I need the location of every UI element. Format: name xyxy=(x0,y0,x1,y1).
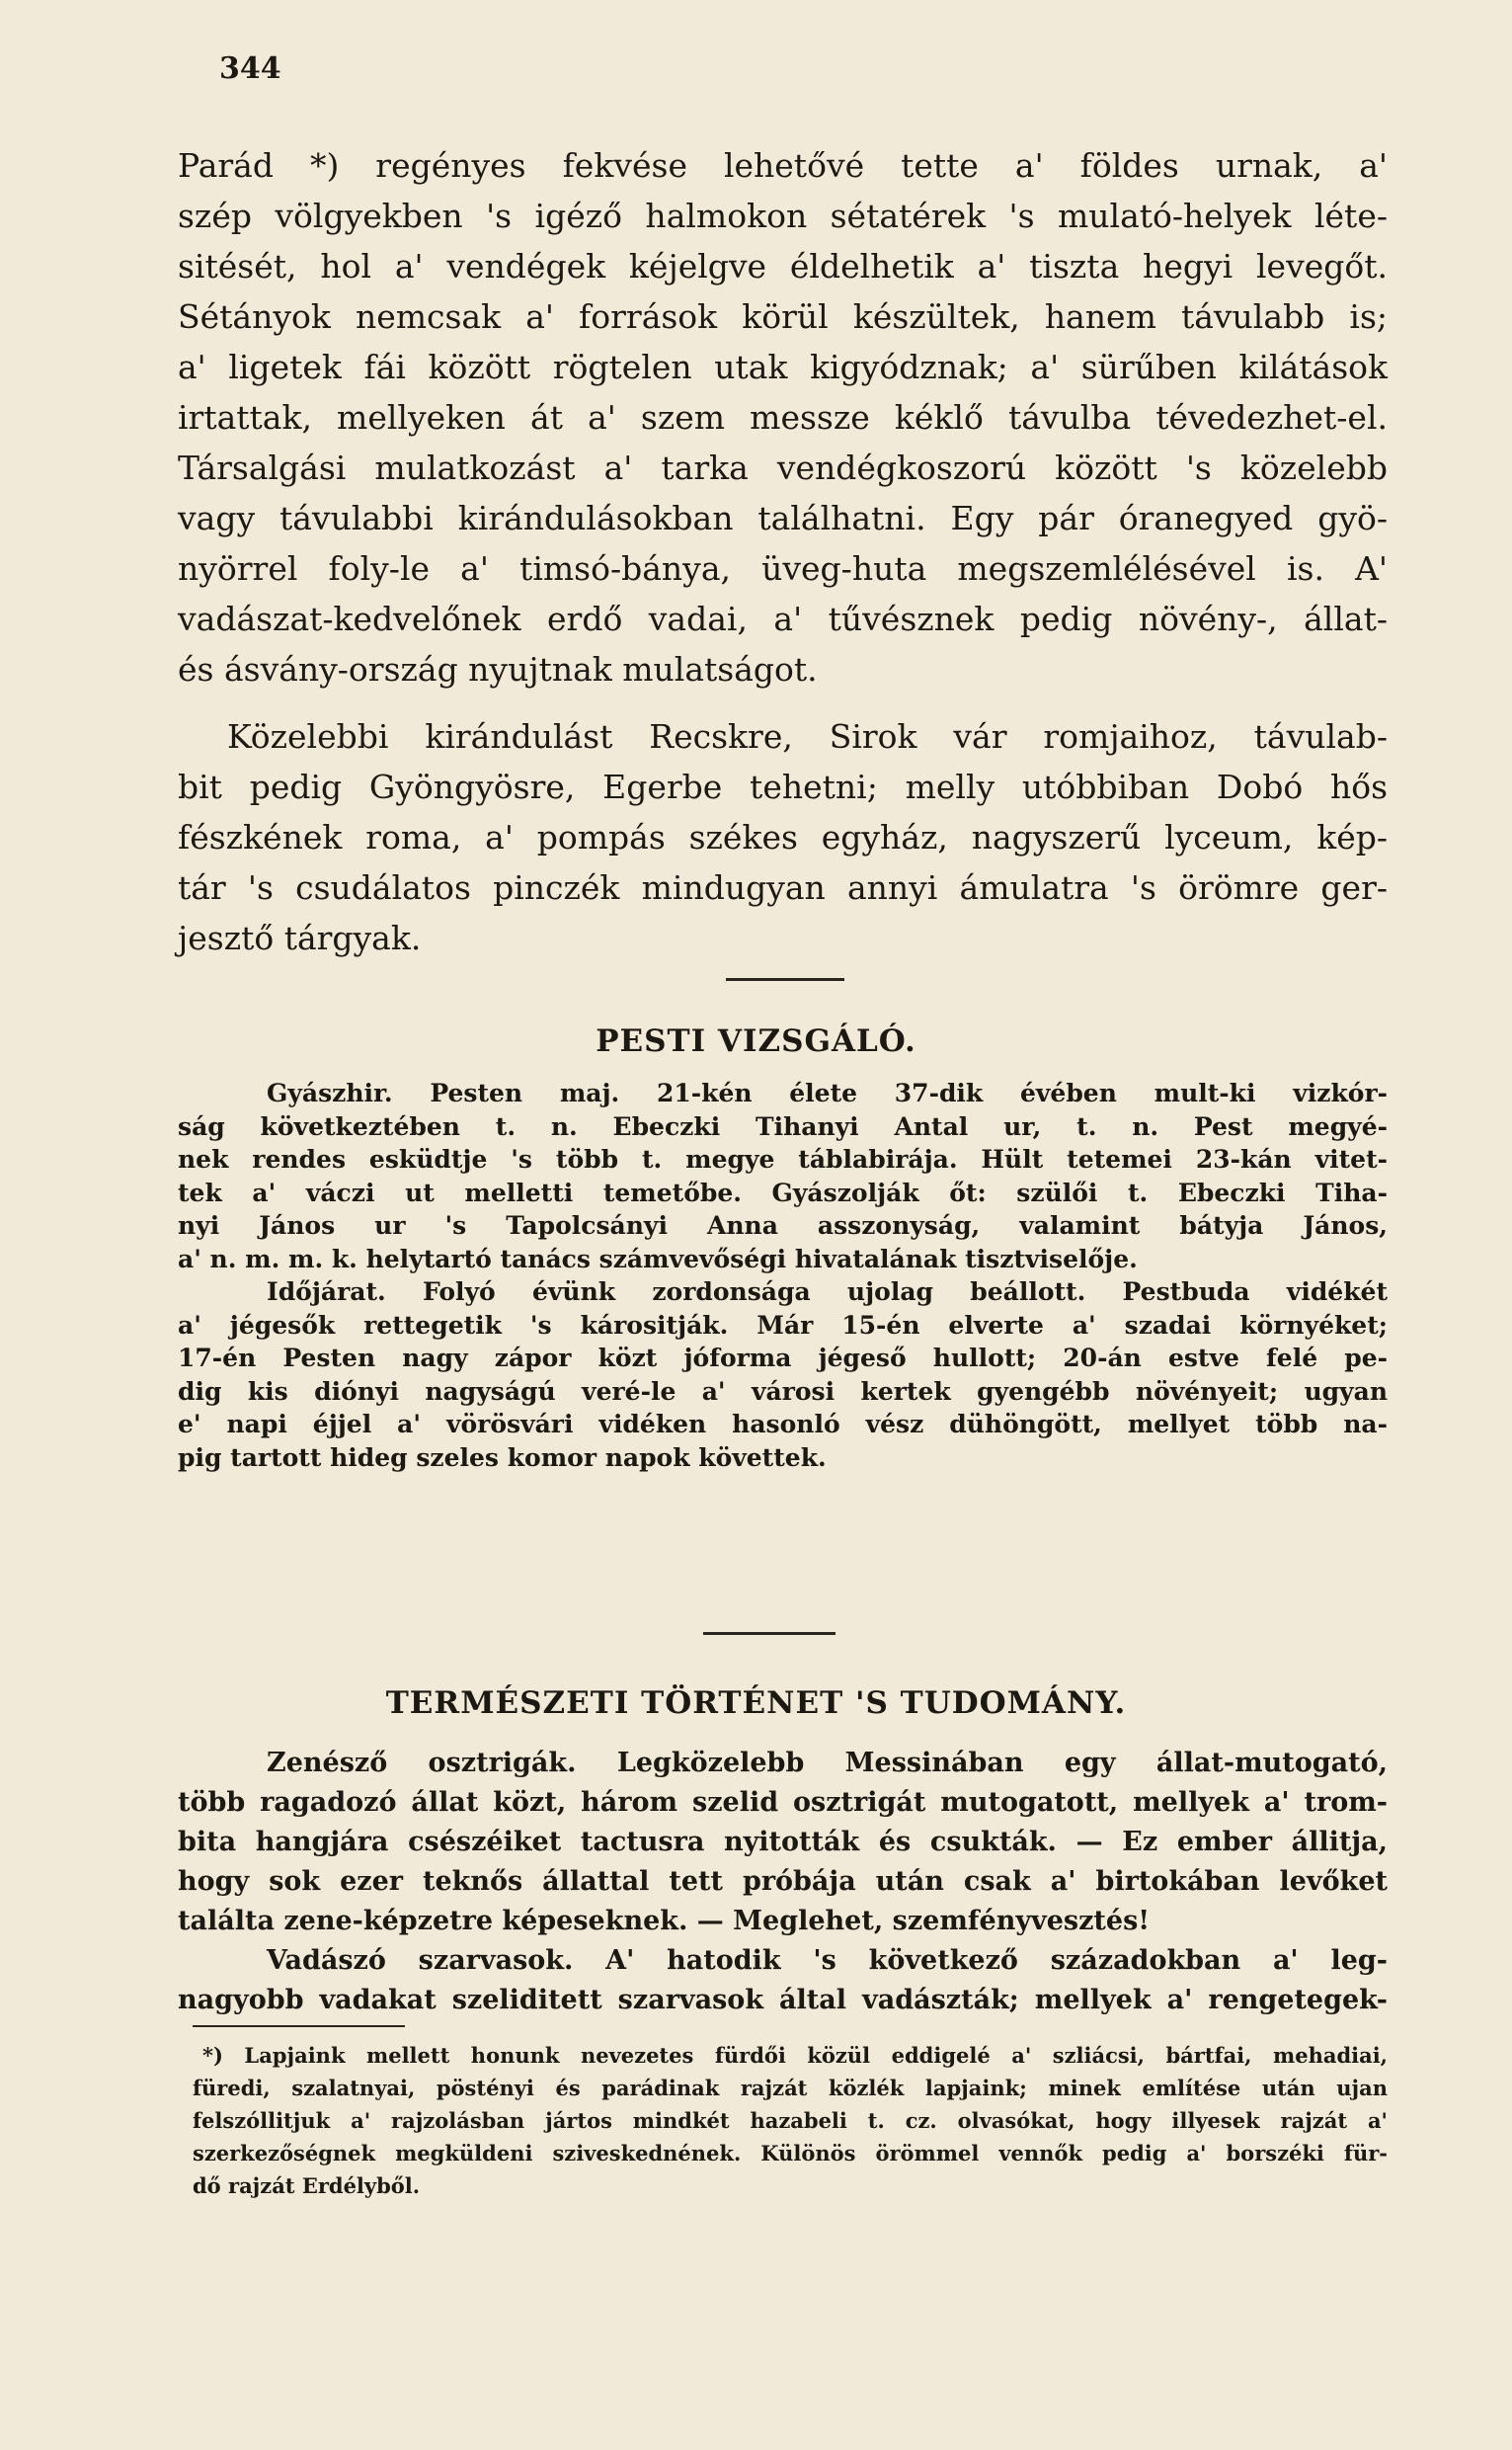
text-line: a' jégesők rettegetik 's kárositják. Már 15-én elverte a' szadai környéket; xyxy=(178,1310,1388,1340)
text-line: nek rendes esküdtje 's több t. megye táblabirája. Hült tetemei 23-kán vitet- xyxy=(178,1145,1388,1174)
text-line: Társalgási mulatkozást a' tarka vendégkoszorú között 's közelebb xyxy=(178,449,1388,487)
text-line: hogy sok ezer teknős állattal tett próbája után csak a' birtokában levőket xyxy=(178,1866,1388,1897)
text-line: dig kis diónyi nagyságú veré-le a' városi kertek gyengébb növényeit; ugyan xyxy=(178,1376,1388,1406)
text-line: több ragadozó állat közt, három szelid osztrigát mutogatott, mellyek a' trom- xyxy=(178,1787,1388,1818)
text-line: Közelebbi kirándulást Recskre, Sirok vár romjaihoz, távulab- xyxy=(227,717,1388,756)
text-line: tár 's csudálatos pinczék mindugyan annyi ámulatra 's örömre ger- xyxy=(178,868,1388,907)
text-line: irtattak, mellyeken át a' szem messze kéklő távulba tévedezhet-el. xyxy=(178,398,1388,437)
footnote xyxy=(193,2039,1388,2202)
text-line: és ásvány-ország nyujtnak mulatságot. xyxy=(178,650,818,689)
text-line: nyi János ur 's Tapolcsányi Anna asszonyság, valamint bátyja János, xyxy=(178,1211,1388,1240)
text-line: sitését, hol a' vendégek kéjelgve éldelhetik a' tiszta hegyi levegőt. xyxy=(178,247,1388,286)
text-line: bita hangjára csészéiket tactusra nyitották és csukták. — Ez ember állitja, xyxy=(178,1827,1388,1857)
footnote-line: dő rajzát Erdélyből. xyxy=(193,2173,421,2198)
footnote-line: szerkezőségnek megküldeni sziveskednének. Különös örömmel vennők pedig a' borszéki für- xyxy=(193,2141,1388,2165)
footnote-divider xyxy=(193,2025,405,2027)
page-number: 344 xyxy=(219,51,281,86)
text-line: pig tartott hideg szeles komor napok követtek. xyxy=(178,1442,827,1472)
text-line: a' ligetek fái között rögtelen utak kigyódznak; a' sürűben kilátások xyxy=(178,348,1388,386)
text-line: 17-én Pesten nagy zápor közt jóforma jégeső hullott; 20-án estve felé pe- xyxy=(178,1344,1388,1372)
text-line: szép völgyekben 's igéző halmokon sétatérek 's mulató-helyek léte- xyxy=(178,197,1388,235)
science-section xyxy=(178,1744,1388,2020)
text-line: Parád *) regényes fekvése lehetővé tette a' földes urnak, a' xyxy=(178,146,1388,185)
text-line: jesztő tárgyak. xyxy=(178,919,422,957)
text-line: bit pedig Gyöngyösre, Egerbe tehetni; melly utóbbiban Dobó hős xyxy=(178,768,1388,806)
section-divider xyxy=(726,978,844,981)
text-line: Időjárat. Folyó évünk zordonsága ujolag beállott. Pestbuda vidékét xyxy=(267,1277,1388,1306)
text-line: ság következtében t. n. Ebeczki Tihanyi Antal ur, t. n. Pest megyé- xyxy=(178,1111,1388,1141)
footnote-line: *) Lapjaink mellett honunk nevezetes fürdői közül eddigelé a' szliácsi, bártfai, mehadiai, xyxy=(202,2043,1388,2068)
text-line: Gyászhir. Pesten maj. 21-kén élete 37-dik évében mult-ki vizkór- xyxy=(267,1079,1388,1107)
paragraph-parad xyxy=(178,140,1388,694)
text-line: a' n. m. m. k. helytartó tanács számvevőségi hivatalának tisztviselője. xyxy=(178,1244,1138,1273)
text-line: Vadászó szarvasok. A' hatodik 's következő századokban a' leg- xyxy=(267,1945,1388,1976)
paragraph-excursions xyxy=(178,711,1388,963)
text-line: Sétányok nemcsak a' források körül készültek, hanem távulabb is; xyxy=(178,297,1388,336)
text-line: tek a' váczi ut melletti temetőbe. Gyászolják őt: szülői t. Ebeczki Tiha- xyxy=(178,1178,1388,1207)
text-line: találta zene-képzetre képeseknek. — Meglehet, szemfényvesztés! xyxy=(178,1906,1151,1936)
section-divider xyxy=(703,1632,836,1635)
text-line: vagy távulabbi kirándulásokban találhatni. Egy pár óranegyed gyö- xyxy=(178,499,1388,537)
text-line: vadászat-kedvelőnek erdő vadai, a' tűvésznek pedig növény-, állat- xyxy=(178,600,1388,638)
text-line: nagyobb vadakat szeliditett szarvasok által vadászták; mellyek a' rengetegek- xyxy=(178,1985,1388,2015)
footnote-line: füredi, szalatnyai, pöstényi és parádinak rajzát közlék lapjaink; minek említése után ujan xyxy=(193,2076,1388,2100)
news-section xyxy=(178,1077,1388,1474)
text-line: Zenésző osztrigák. Legközelebb Messinában egy állat-mutogató, xyxy=(267,1748,1388,1778)
text-line: fészkének roma, a' pompás székes egyház, nagyszerű lyceum, kép- xyxy=(178,818,1388,857)
text-line: e' napi éjjel a' vörösvári vidéken hasonló vész dühöngött, mellyet több na- xyxy=(178,1410,1388,1438)
footnote-line: felszóllitjuk a' rajzolásban jártos mindkét hazabeli t. cz. olvasókat, hogy illyesek rajzát a' xyxy=(193,2108,1388,2133)
section-title-termeszeti-tortenet: TERMÉSZETI TÖRTÉNET 'S TUDOMÁNY. xyxy=(385,1685,1127,1721)
section-title-pesti-vizsgalo: PESTI VIZSGÁLÓ. xyxy=(596,1023,916,1059)
text-line: nyörrel foly-le a' timsó-bánya, üveg-huta megszemlélésével is. A' xyxy=(178,549,1388,588)
